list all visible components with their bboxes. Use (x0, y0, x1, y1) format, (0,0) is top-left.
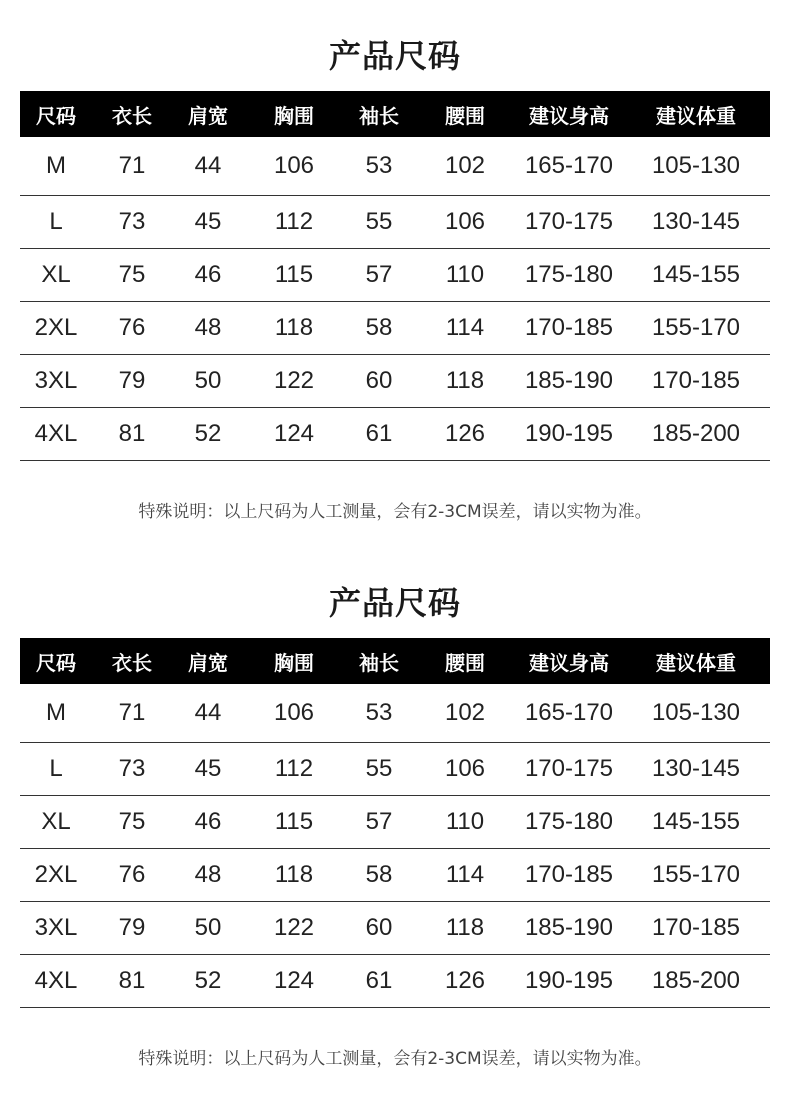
table-row (20, 901, 770, 954)
table-cell: 3XL (20, 354, 92, 407)
table-row (20, 795, 770, 848)
table-cell: 130-145 (622, 195, 770, 248)
table-cell: 61 (344, 407, 414, 460)
header-sleeve: 袖长 (344, 91, 414, 137)
table-cell: 4XL (20, 954, 92, 1007)
table-cell: 75 (92, 795, 172, 848)
table-cell: 50 (172, 901, 244, 954)
table-cell: 106 (414, 742, 516, 795)
table-cell: 105-130 (622, 137, 770, 195)
table-cell: 155-170 (622, 301, 770, 354)
table-cell: 118 (244, 848, 344, 901)
table-cell: 105-130 (622, 684, 770, 742)
table-cell: 130-145 (622, 742, 770, 795)
table-row (20, 407, 770, 460)
table-cell: 60 (344, 354, 414, 407)
table-cell: 190-195 (516, 407, 622, 460)
table-cell: 61 (344, 954, 414, 1007)
table-cell: 76 (92, 301, 172, 354)
table-cell: 185-200 (622, 407, 770, 460)
table-cell: 44 (172, 684, 244, 742)
table-row (20, 354, 770, 407)
table-cell: 102 (414, 684, 516, 742)
table-cell: 118 (414, 901, 516, 954)
table-cell: 170-185 (516, 848, 622, 901)
table-cell: 79 (92, 901, 172, 954)
table-cell: M (20, 137, 92, 195)
table-cell: 53 (344, 684, 414, 742)
table-cell: 60 (344, 901, 414, 954)
table-cell: L (20, 195, 92, 248)
table-cell: 170-185 (516, 301, 622, 354)
table-row (20, 195, 770, 248)
table-row (20, 684, 770, 742)
header-height: 建议身高 (516, 91, 622, 137)
header-shoulder: 肩宽 (172, 91, 244, 137)
table-cell: 185-200 (622, 954, 770, 1007)
table-cell: 145-155 (622, 795, 770, 848)
table-row (20, 742, 770, 795)
table-cell: 115 (244, 248, 344, 301)
table-cell: 165-170 (516, 137, 622, 195)
table-cell: 114 (414, 301, 516, 354)
header-length: 衣长 (92, 91, 172, 137)
table-cell: 170-175 (516, 742, 622, 795)
table-cell: 112 (244, 195, 344, 248)
measurement-note: 特殊说明：以上尺码为人工测量，会有2-3CM误差，请以实物为准。 (138, 1049, 652, 1069)
section-title: 产品尺码 (328, 37, 461, 75)
table-cell: 175-180 (516, 248, 622, 301)
table-cell: 124 (244, 407, 344, 460)
table-cell: 170-185 (622, 901, 770, 954)
header-weight: 建议体重 (622, 91, 770, 137)
table-row (20, 248, 770, 301)
table-cell: 175-180 (516, 795, 622, 848)
header-length: 衣长 (92, 638, 172, 684)
header-waist: 腰围 (414, 91, 516, 137)
table-cell: 2XL (20, 848, 92, 901)
table-row (20, 137, 770, 195)
header-sleeve: 袖长 (344, 638, 414, 684)
table-cell: 55 (344, 195, 414, 248)
table-cell: 122 (244, 901, 344, 954)
table-cell: 45 (172, 195, 244, 248)
table-cell: 126 (414, 954, 516, 1007)
table-cell: 52 (172, 954, 244, 1007)
table-cell: 53 (344, 137, 414, 195)
table-header-row (20, 638, 770, 684)
table-cell: 124 (244, 954, 344, 1007)
table-cell: 73 (92, 742, 172, 795)
table-cell: 114 (414, 848, 516, 901)
table-cell: 185-190 (516, 354, 622, 407)
table-cell: 106 (244, 137, 344, 195)
table-cell: 57 (344, 248, 414, 301)
table-cell: 112 (244, 742, 344, 795)
header-size: 尺码 (20, 638, 92, 684)
table-cell: 81 (92, 954, 172, 1007)
header-waist: 腰围 (414, 638, 516, 684)
table-cell: 79 (92, 354, 172, 407)
table-cell: 76 (92, 848, 172, 901)
table-cell: 71 (92, 137, 172, 195)
table-cell: 71 (92, 684, 172, 742)
table-cell: 48 (172, 301, 244, 354)
size-table (20, 91, 770, 461)
table-cell: 106 (414, 195, 516, 248)
table-cell: 106 (244, 684, 344, 742)
table-cell: 110 (414, 248, 516, 301)
section-title: 产品尺码 (328, 584, 461, 622)
table-cell: XL (20, 795, 92, 848)
table-header-row (20, 91, 770, 137)
table-cell: 2XL (20, 301, 92, 354)
table-cell: 58 (344, 301, 414, 354)
table-cell: 115 (244, 795, 344, 848)
table-row (20, 954, 770, 1007)
table-cell: 165-170 (516, 684, 622, 742)
table-cell: 126 (414, 407, 516, 460)
table-cell: 102 (414, 137, 516, 195)
header-chest: 胸围 (244, 638, 344, 684)
table-cell: 190-195 (516, 954, 622, 1007)
table-cell: 4XL (20, 407, 92, 460)
table-cell: L (20, 742, 92, 795)
table-cell: 50 (172, 354, 244, 407)
table-cell: 118 (244, 301, 344, 354)
table-cell: 73 (92, 195, 172, 248)
table-cell: 170-185 (622, 354, 770, 407)
header-chest: 胸围 (244, 91, 344, 137)
table-cell: M (20, 684, 92, 742)
table-cell: 46 (172, 795, 244, 848)
table-row (20, 301, 770, 354)
header-weight: 建议体重 (622, 638, 770, 684)
table-cell: 48 (172, 848, 244, 901)
table-cell: 58 (344, 848, 414, 901)
header-size: 尺码 (20, 91, 92, 137)
table-cell: 145-155 (622, 248, 770, 301)
table-cell: 3XL (20, 901, 92, 954)
table-cell: XL (20, 248, 92, 301)
measurement-note: 特殊说明：以上尺码为人工测量，会有2-3CM误差，请以实物为准。 (138, 502, 652, 522)
table-cell: 185-190 (516, 901, 622, 954)
table-cell: 46 (172, 248, 244, 301)
table-cell: 118 (414, 354, 516, 407)
table-cell: 57 (344, 795, 414, 848)
table-cell: 81 (92, 407, 172, 460)
table-cell: 75 (92, 248, 172, 301)
table-cell: 122 (244, 354, 344, 407)
table-cell: 44 (172, 137, 244, 195)
header-height: 建议身高 (516, 638, 622, 684)
header-shoulder: 肩宽 (172, 638, 244, 684)
table-cell: 110 (414, 795, 516, 848)
table-cell: 55 (344, 742, 414, 795)
table-cell: 45 (172, 742, 244, 795)
table-cell: 52 (172, 407, 244, 460)
table-cell: 155-170 (622, 848, 770, 901)
table-row (20, 848, 770, 901)
size-table (20, 638, 770, 1008)
table-cell: 170-175 (516, 195, 622, 248)
